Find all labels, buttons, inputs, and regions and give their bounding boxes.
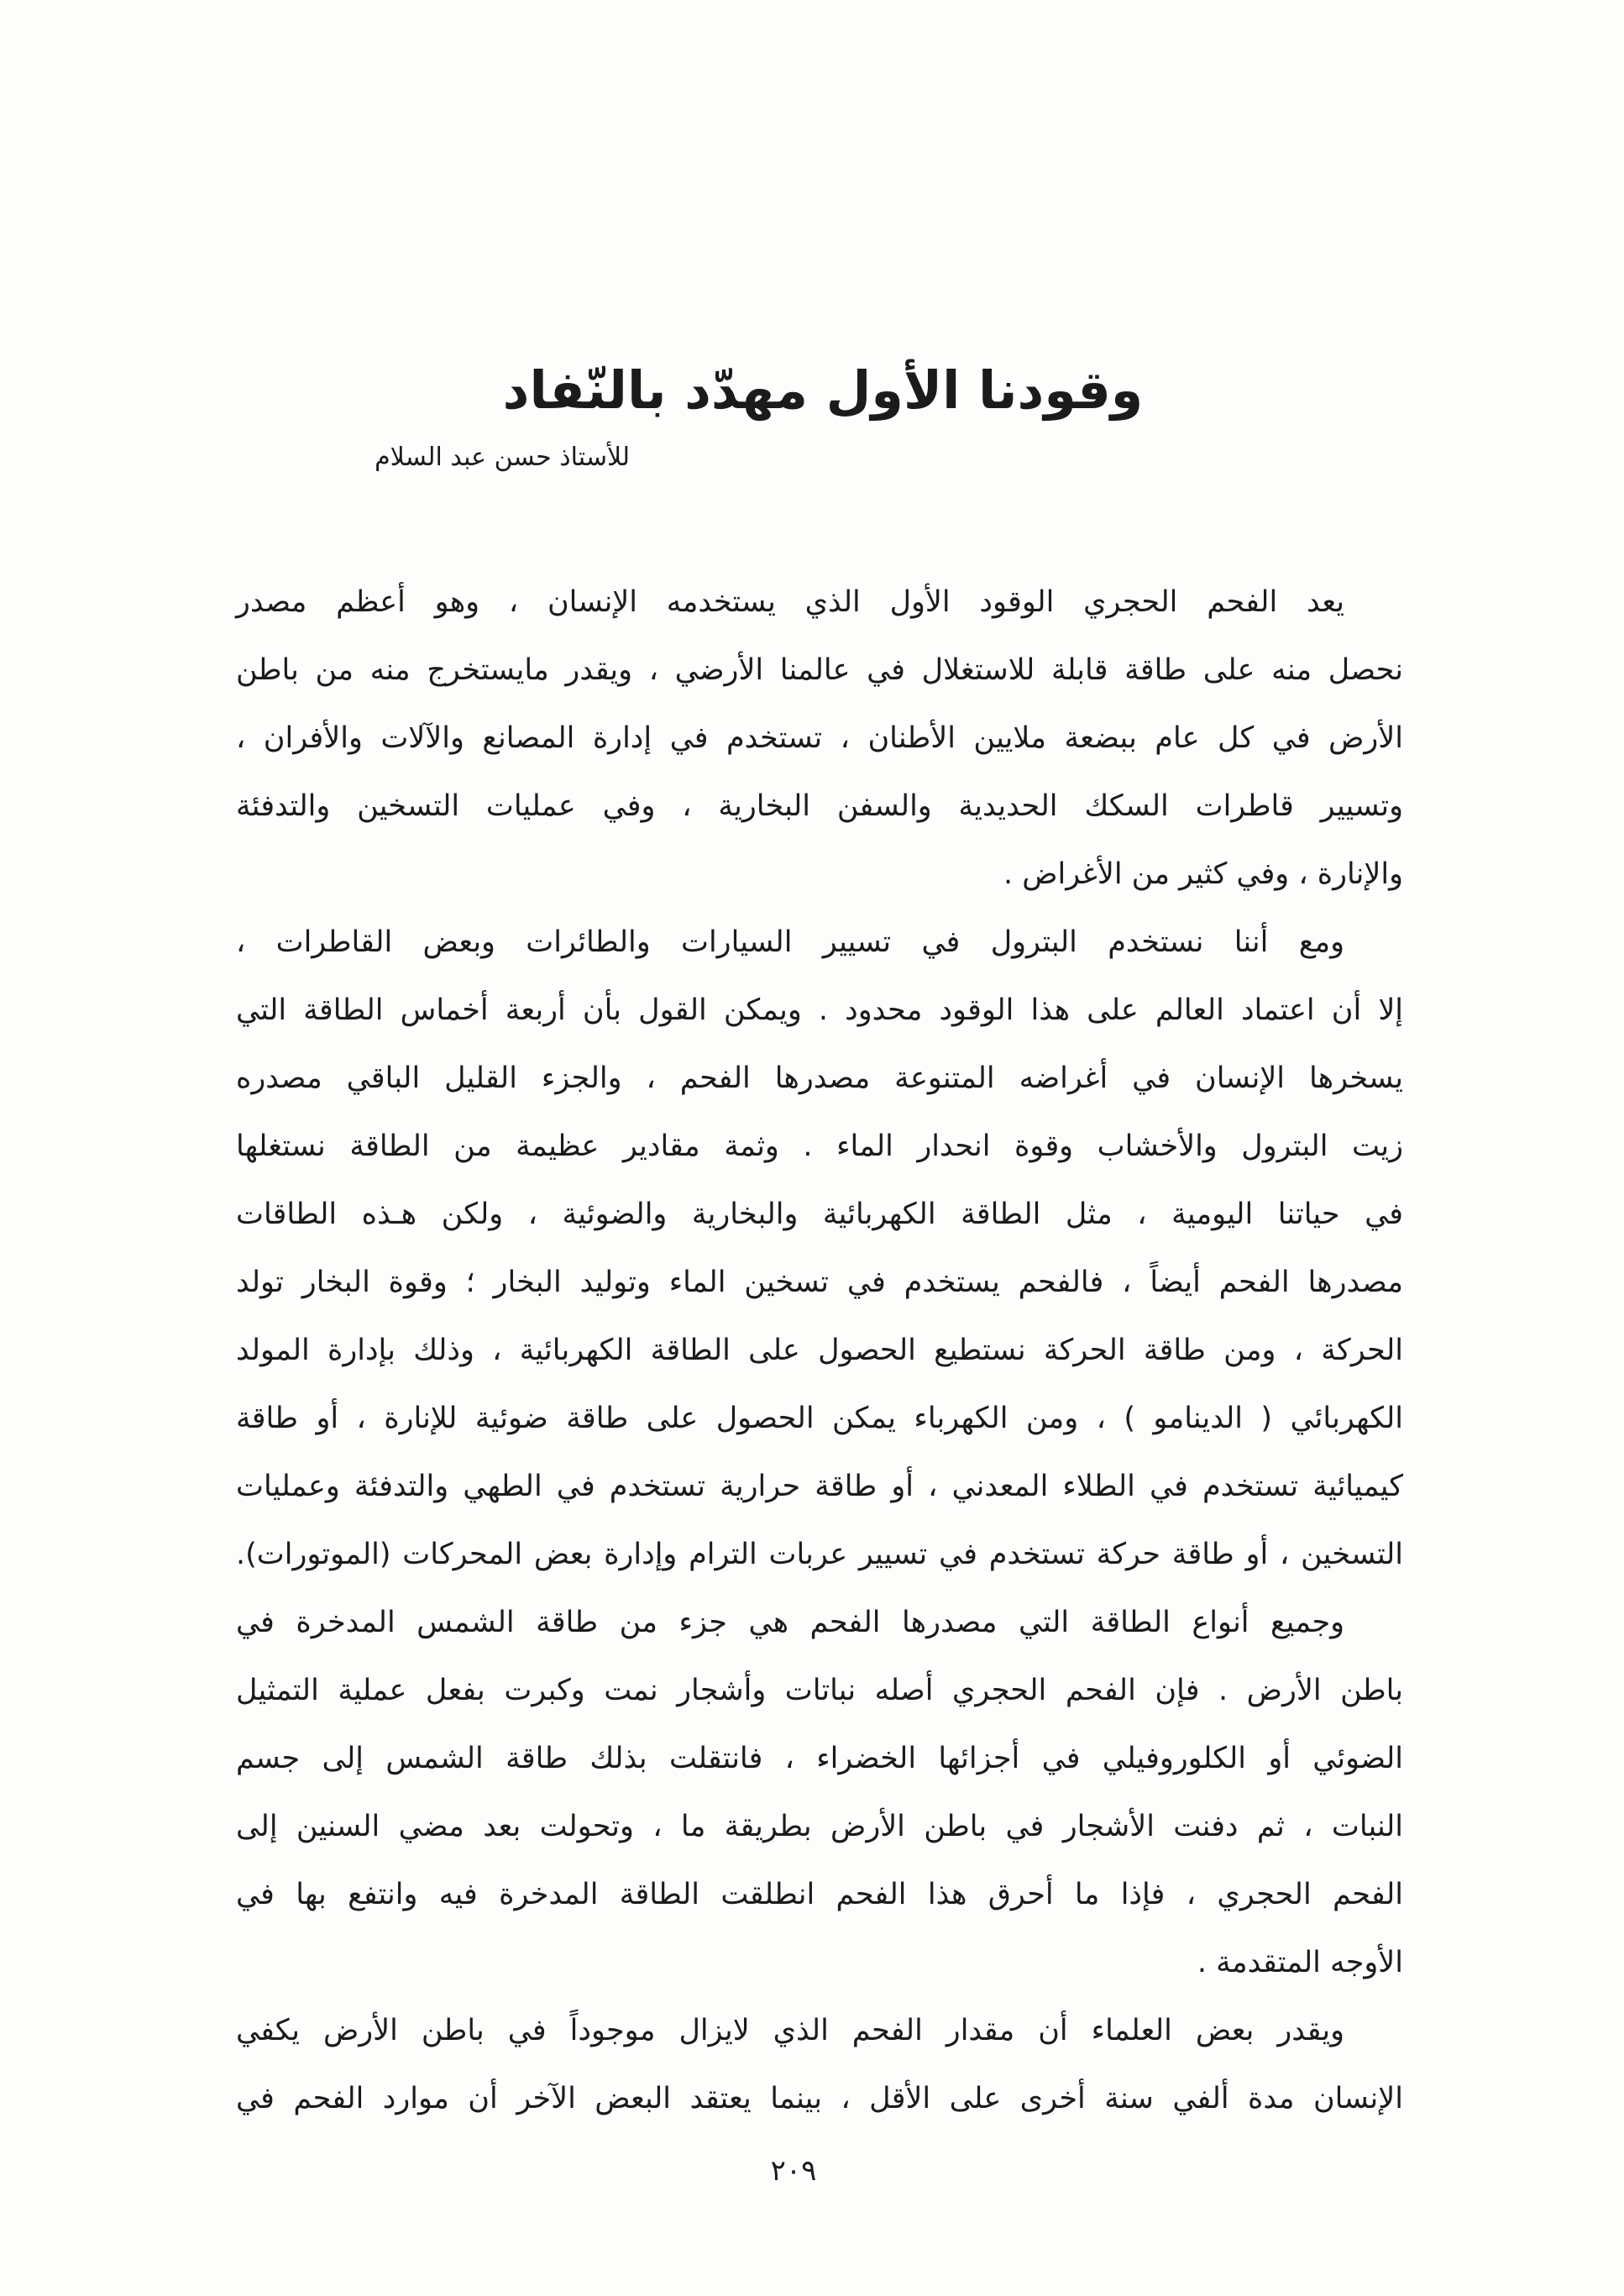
article-body: [236, 569, 1403, 2133]
paragraph: [236, 1589, 1403, 1997]
text-line: زيت البترول والأخشاب وقوة انحدار الماء . وثمة مقادير عظيمة من الطاقة نستغلها: [236, 1130, 1403, 1163]
text-line: باطن الأرض . فإن الفحم الحجري أصله نباتات وأشجار نمت وكبرت بفعل عملية التمثيل: [236, 1674, 1403, 1707]
text-line: ومع أننا نستخدم البترول في تسيير السيارات والطائرات وبعض القاطرات ،: [236, 925, 1344, 959]
text-line: مصدرها الفحم أيضاً ، فالفحم يستخدم في تسخين الماء وتوليد البخار ؛ وقوة البخار تولد: [236, 1266, 1403, 1299]
text-line: نحصل منه على طاقة قابلة للاستغلال في عالمنا الأرضي ، ويقدر مايستخرج منه من باطن: [236, 653, 1403, 687]
text-line: التسخين ، أو طاقة حركة تستخدم في تسيير عربات الترام وإدارة بعض المحركات (الموتورات).: [236, 1538, 1403, 1571]
text-line: كيميائية تستخدم في الطلاء المعدني ، أو طاقة حرارية تستخدم في الطهي والتدفئة وعمليات: [236, 1470, 1403, 1503]
text-line: الأوجه المتقدمة .: [1197, 1946, 1403, 1979]
text-line: والإنارة ، وفي كثير من الأغراض .: [1003, 857, 1403, 891]
text-line: ويقدر بعض العلماء أن مقدار الفحم الذي لايزال موجوداً في باطن الأرض يكفي: [236, 2014, 1344, 2047]
page-number: ٢٠٩: [770, 2154, 817, 2188]
text-line: يعد الفحم الحجري الوقود الأول الذي يستخدمه الإنسان ، وهو أعظم مصدر: [236, 585, 1344, 619]
text-line: وجميع أنواع الطاقة التي مصدرها الفحم هي جزء من طاقة الشمس المدخرة في: [236, 1606, 1344, 1639]
paragraph: [236, 569, 1403, 909]
text-line: إلا أن اعتماد العالم على هذا الوقود محدود . ويمكن القول بأن أربعة أخماس الطاقة التي: [236, 993, 1403, 1027]
text-line: وتسيير قاطرات السكك الحديدية والسفن البخارية ، وفي عمليات التسخين والتدفئة: [236, 789, 1403, 823]
paragraph: [236, 909, 1403, 1589]
paragraph: [236, 1997, 1403, 2133]
text-line: النبات ، ثم دفنت الأشجار في باطن الأرض بطريقة ما ، وتحولت بعد مضي السنين إلى: [236, 1810, 1403, 1843]
article-author: للأستاذ حسن عبد السلام: [375, 443, 630, 472]
text-line: الضوئي أو الكلوروفيلي في أجزائها الخضراء ، فانتقلت بذلك طاقة الشمس إلى جسم: [236, 1742, 1403, 1775]
text-line: في حياتنا اليومية ، مثل الطاقة الكهربائية والبخارية والضوئية ، ولكن هـذه الطاقات: [236, 1198, 1403, 1231]
article-title: وقودنا الأول مهدّد بالنّفاد: [502, 359, 1144, 421]
text-line: الإنسان مدة ألفي سنة أخرى على الأقل ، بينما يعتقد البعض الآخر أن موارد الفحم في: [236, 2082, 1403, 2115]
text-line: يسخرها الإنسان في أغراضه المتنوعة مصدرها الفحم ، والجزء القليل الباقي مصدره: [236, 1062, 1403, 1095]
text-line: الفحم الحجري ، فإذا ما أحرق هذا الفحم انطلقت الطاقة المدخرة فيه وانتفع بها في: [236, 1878, 1403, 1911]
text-line: الكهربائي ( الدينامو ) ، ومن الكهرباء يمكن الحصول على طاقة ضوئية للإنارة ، أو طاقة: [236, 1402, 1403, 1435]
text-line: الحركة ، ومن طاقة الحركة نستطيع الحصول على الطاقة الكهربائية ، وذلك بإدارة المولد: [236, 1334, 1403, 1367]
text-line: الأرض في كل عام ببضعة ملايين الأطنان ، تستخدم في إدارة المصانع والآلات والأفران ،: [236, 721, 1403, 755]
